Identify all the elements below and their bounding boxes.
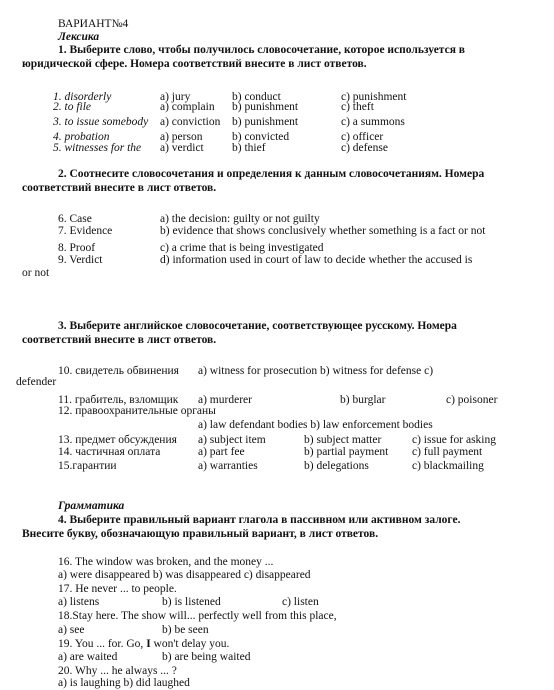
q18-option-b: b) be seen xyxy=(162,624,209,636)
q20-text: 20. Why ... he always ... ? xyxy=(58,665,177,677)
q18-text: 18.Stay here. The show will... perfectly well from this place, xyxy=(58,610,337,622)
q19-text xyxy=(58,638,229,651)
task2-definition: d) information used in court of law to decide whether the accused is xyxy=(160,254,473,266)
task1-option-c: c) theft xyxy=(341,101,374,113)
task3-russian-term: 12. правоохранительные органы xyxy=(58,405,216,417)
task1-instruction-line2: юридической сфере. Номера соответствий внесите в лист ответов. xyxy=(22,58,367,70)
q18-option-a: a) see xyxy=(58,624,85,636)
task4-instruction-line1: 4. Выберите правильный вариант глагола в пассивном или активном залоге. xyxy=(58,514,461,526)
variant-title: ВАРИАНТ№4 xyxy=(58,18,129,30)
task3-option-a: a) part fee xyxy=(198,446,245,458)
task3-option-a: a) warranties xyxy=(198,460,258,472)
q19-text-post: won't delay you. xyxy=(150,638,230,650)
q16-options: a) were disappeared b) was disappeared c) disappeared xyxy=(58,569,311,581)
task2-wrap-text: or not xyxy=(22,267,50,279)
task3-option-c: c) poisoner xyxy=(446,394,498,406)
section-lexis: Лексика xyxy=(58,31,100,43)
task1-option-b: b) punishment xyxy=(232,101,299,113)
task1-question: 5. witnesses for the xyxy=(53,142,142,154)
task2-definition: b) evidence that shows conclusively whether something is a fact or not xyxy=(160,225,486,237)
q17-text: 17. He never ... to people. xyxy=(58,583,177,595)
task1-question: 1. disorderly xyxy=(53,91,112,103)
task1-option-b: b) conduct xyxy=(232,91,281,103)
task1-option-a: a) complain xyxy=(160,101,215,113)
task3-russian-term: 14. частичная оплата xyxy=(58,446,161,458)
task1-option-b: b) punishment xyxy=(232,116,299,128)
task3-russian-term: 13. предмет обсуждения xyxy=(58,434,177,446)
task3-russian-term: 15.гарантии xyxy=(58,460,117,472)
task2-instruction-line2: соответствий внесите в лист ответов. xyxy=(22,182,217,194)
task1-option-a: a) jury xyxy=(160,91,191,103)
task3-options: a) law defendant bodies b) law enforcement bodies xyxy=(198,419,433,431)
task1-question: 3. to issue somebody xyxy=(53,116,149,128)
q17-option-b: b) is listened xyxy=(162,596,221,608)
task1-option-b: b) convicted xyxy=(232,131,290,143)
task2-instruction-line1: 2. Соотнесите словосочетания и определения к данным словосочетаниям. Номера xyxy=(58,168,485,180)
task1-question: 2. to file xyxy=(53,101,92,113)
q19-text-pre: 19. You ... for. Go, xyxy=(58,638,147,650)
task3-option-c: c) blackmailing xyxy=(412,460,484,472)
task3-wrap-text: defender xyxy=(16,376,57,388)
q19-text-bold: I xyxy=(146,638,151,650)
task3-option-c: c) full payment xyxy=(412,446,483,458)
task3-option-a: a) murderer xyxy=(198,394,252,406)
q16-text: 16. The window was broken, and the money ... xyxy=(58,556,274,568)
task4-instruction-line2: Внесите букву, обозначающую правильный вариант, в лист ответов. xyxy=(22,528,379,540)
task1-option-a: a) person xyxy=(160,131,203,143)
q20-options: a) is laughing b) did laughed xyxy=(58,677,190,689)
task1-option-c: c) a summons xyxy=(341,116,405,128)
task1-option-c: c) officer xyxy=(341,131,384,143)
q17-option-a: a) listens xyxy=(58,596,100,608)
section-grammar: Грамматика xyxy=(58,500,125,512)
task2-definition: a) the decision: guilty or not guilty xyxy=(160,213,320,225)
task2-term: 8. Proof xyxy=(58,242,96,254)
q17-option-c: c) listen xyxy=(282,596,319,608)
task3-instruction-line1: 3. Выберите английское словосочетание, соответствующее русскому. Номера xyxy=(58,320,457,332)
task3-option-b: b) delegations xyxy=(304,460,369,472)
task3-russian-term: 11. грабитель, взломщик xyxy=(58,394,179,406)
task2-definition: c) a crime that is being investigated xyxy=(160,242,324,254)
task3-option-c: c) issue for asking xyxy=(412,434,496,446)
task3-russian-term: 10. свидетель обвинения xyxy=(58,365,179,377)
task2-term: 9. Verdict xyxy=(58,254,103,266)
task3-instruction-line2: соответствий внесите в лист ответов. xyxy=(22,334,217,346)
task1-option-a: a) verdict xyxy=(160,142,204,154)
q19-option-b: b) are being waited xyxy=(162,651,251,663)
task3-option-b: b) partial payment xyxy=(304,446,389,458)
task1-option-b: b) thief xyxy=(232,142,266,154)
task1-option-a: a) conviction xyxy=(160,116,221,128)
task1-option-c: c) punishment xyxy=(341,91,407,103)
q19-option-a: a) are waited xyxy=(58,651,118,663)
task3-option-a: a) subject item xyxy=(198,434,266,446)
task3-option-b: b) subject matter xyxy=(304,434,382,446)
task3-options: a) witness for prosecution b) witness for defense c) xyxy=(198,365,434,377)
task2-term: 7. Evidence xyxy=(58,225,113,237)
task1-instruction-line1: 1. Выберите слово, чтобы получилось словосочетание, которое используется в xyxy=(58,44,465,56)
task1-question: 4. probation xyxy=(53,131,110,143)
task1-option-c: c) defense xyxy=(341,142,388,154)
task2-term: 6. Case xyxy=(58,213,92,225)
task3-option-b: b) burglar xyxy=(340,394,386,406)
